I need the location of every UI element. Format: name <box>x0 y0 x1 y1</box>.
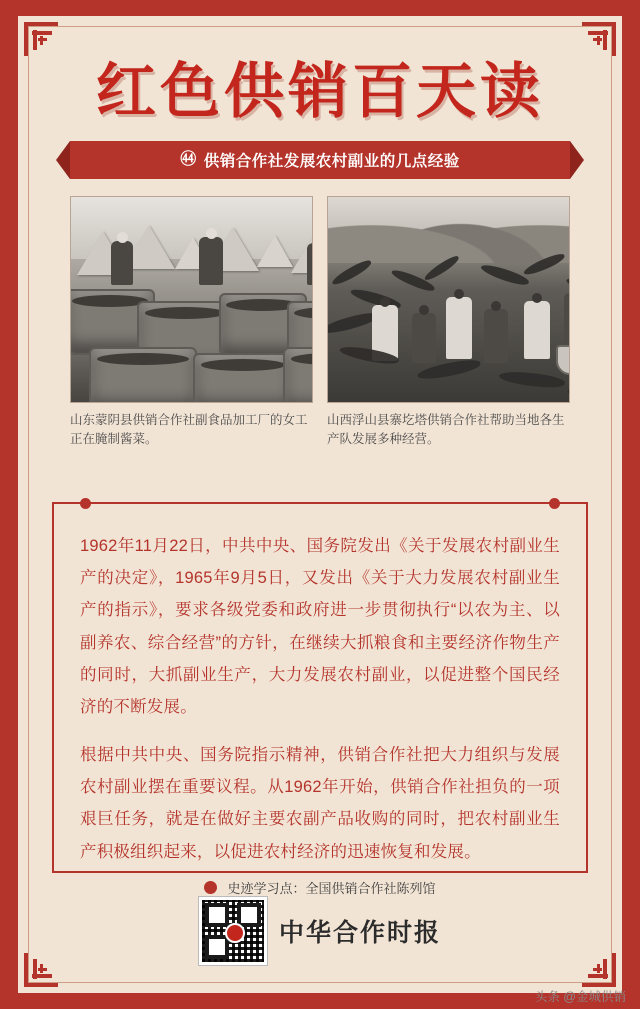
decorative-dot-right <box>549 498 560 509</box>
page-title: 红色供销百天读 <box>96 57 544 127</box>
photo-row <box>70 196 570 449</box>
photo-pickling-factory <box>70 196 313 403</box>
footer-logo-row <box>18 897 622 965</box>
photo-corn-field <box>327 196 570 403</box>
footer-source-line <box>52 878 588 897</box>
poster-inner-panel <box>18 16 622 993</box>
qr-code[interactable] <box>199 897 267 965</box>
body-paragraph-2: 根据中共中央、国务院指示精神，供销合作社把大力组织与发展农村副业摆在重要议程。从1962年开始，供销合作社担负的一项艰巨任务，就是在做好主要农副产品收购的同时，把农村副业生产积极组织起来，以促进农村经济的迅速恢复和发展。 <box>80 746 560 861</box>
body-paragraph-1: 1962年11月22日，中共中央、国务院发出《关于发展农村副业生产的决定》，1965年9月5日，又发出《关于大力发展农村副业生产的指示》，要求各级党委和政府进一步贯彻执行“以农为主、以副养农、综合经营”的方针，在继续大抓粮食和主要经济作物生产的同时，大抓副业生产，大力发展农村副业，以促进整个国民经济的不断发展。 <box>80 537 560 716</box>
photo-caption-left: 山东蒙阴县供销合作社副食品加工厂的女工正在腌制酱菜。 <box>70 413 308 446</box>
watermark: 头条 @金城供销 <box>534 990 626 1004</box>
section-title: 供销合作社发展农村副业的几点经验 <box>203 153 460 170</box>
photo-cell-right <box>327 196 570 449</box>
section-banner <box>70 141 570 179</box>
brand-name: 中华合作时报 <box>278 918 441 947</box>
footer-source-label: 史迹学习点：全国供销合作社陈列馆 <box>227 881 436 896</box>
body-text-box <box>52 502 588 873</box>
bullet-dot-icon <box>204 881 217 894</box>
section-number: ㊹ <box>180 151 197 168</box>
decorative-dot-left <box>80 498 91 509</box>
photo-cell-left <box>70 196 313 449</box>
photo-caption-right: 山西浮山县寨圪塔供销合作社帮助当地各生产队发展多种经营。 <box>327 413 565 446</box>
